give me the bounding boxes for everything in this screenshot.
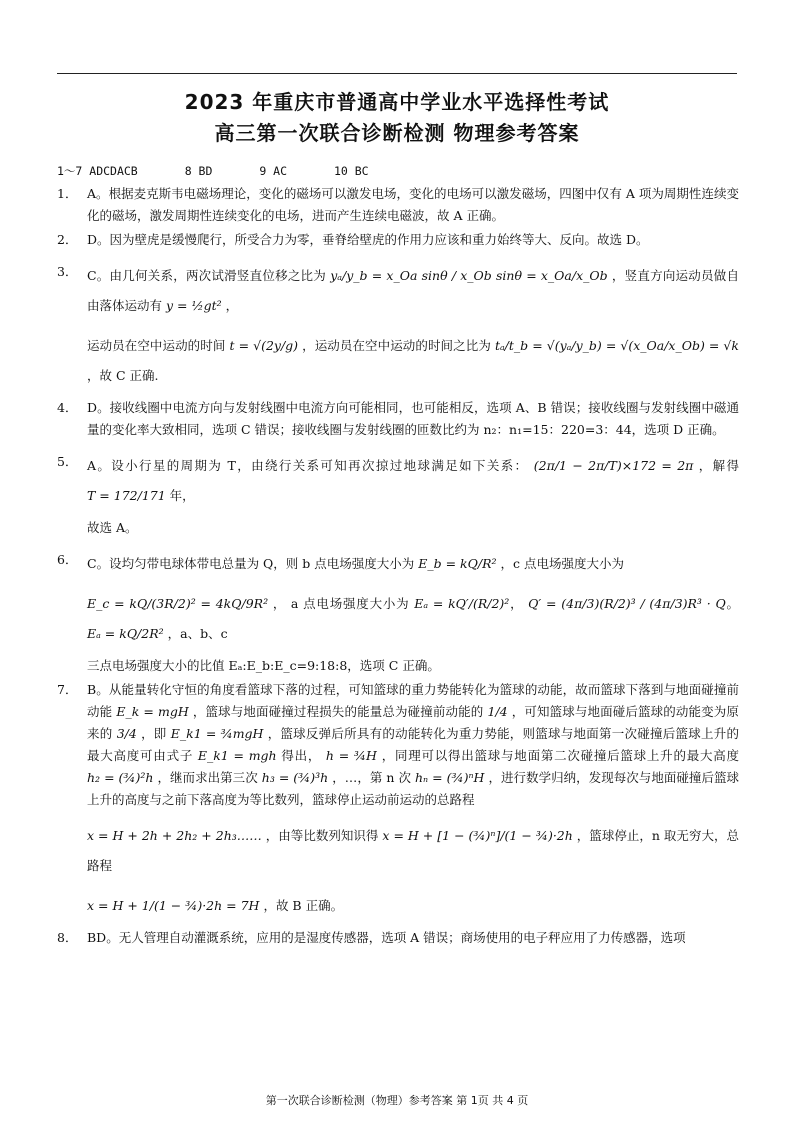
equation: E_c = kQ/(3R/2)² = 4kQ/9R² — [87, 596, 269, 611]
equation: 1/4 — [487, 704, 508, 719]
item-text: ，可知篮球与地面碰后篮球的动能变为原来的 — [87, 704, 739, 741]
answer-item-4 — [57, 397, 739, 441]
equation: h = ¾H — [325, 748, 377, 763]
equation: t = √(2y/g) — [229, 338, 299, 353]
item-number: 5． — [57, 454, 78, 469]
answer-item-7 — [57, 679, 739, 921]
answer-item-8 — [57, 927, 739, 949]
item-text: ， a 点电场强度大小为 — [272, 596, 410, 611]
item-text: ，篮球与地面碰撞过程损失的能量总为碰撞前动能的 — [192, 704, 484, 719]
equation: hₙ = (¾)ⁿH — [415, 770, 485, 785]
item-text: ，a、b、c — [167, 626, 228, 641]
equation: E_b = kQ/R² — [418, 556, 497, 571]
item-text: 三点电场强度大小的比值 Eₐ:E_b:E_c=9:18:8，选项 C 正确。 — [87, 658, 440, 673]
answer-key-8: 8 BD — [184, 164, 213, 178]
item-text: 故选 A。 — [87, 520, 138, 535]
equation: h₂ = (¾)²h — [87, 770, 154, 785]
item-text: A。设小行星的周期为 T，由绕行关系可知再次掠过地球满足如下关系： — [87, 458, 529, 473]
answer-item-3 — [57, 261, 739, 391]
item-text: ，篮球反弹后所具有的动能转化为重力势能，则篮球与地面第一次碰撞后篮球上升的最大高度可由式子 — [87, 726, 739, 763]
item-text: A。根据麦克斯韦电磁场理论，变化的磁场可以激发电场，变化的电场可以激发磁场，四图中仅有 A 项为周期性连续变化的磁场，激发周期性连续变化的电场，进而产生连续电磁波，故 A 正确。 — [87, 186, 739, 223]
item-number: 3． — [57, 264, 78, 279]
item-text: B。从能量转化守恒的角度看篮球下落的过程，可知篮球的重力势能转化为篮球的动能，故而篮球下落到与地面碰撞前动能 — [87, 682, 739, 719]
item-number: 4． — [57, 400, 78, 415]
item-text: ，继而求出第三次 — [157, 770, 258, 785]
item-number: 6． — [57, 552, 78, 567]
equation: h₃ = (¾)³h — [261, 770, 329, 785]
answer-key-10: 10 BC — [333, 164, 369, 178]
answer-item-1 — [57, 183, 739, 227]
page-title: 2023 年重庆市普通高中学业水平选择性考试 — [184, 90, 610, 114]
page-subtitle: 高三第一次联合诊断检测 物理参考答案 — [214, 121, 580, 145]
answer-item-2 — [57, 229, 739, 251]
item-number: 2． — [57, 232, 78, 247]
item-text: C。由几何关系，两次试滑竖直位移之比为 — [87, 268, 327, 283]
item-text: ，进行数学归纳，发现每次与地面碰撞后篮球上升的高度与之前下落高度为等比数列，篮球停止运动前运动的总路程 — [87, 770, 740, 807]
item-text: ，由等比数列知识得 — [265, 828, 379, 843]
item-text: 年， — [169, 488, 195, 503]
item-number: 8． — [57, 930, 78, 945]
item-text: ，故 C 正确. — [87, 368, 159, 383]
answer-item-6: 6． C。设均匀带电球体带电总量为 Q，则 b 点电场强度大小为 E_b = kQ/R² ，c 点电场强度大小为 E_c = kQ/(3R/2)² = 4kQ/9R² ， a 点电场强度大小为 Eₐ = kQ′/(R/2)²， Q′ = (4π/3)(R/2)³ / (4π/3)R³ · Q。 Eₐ = kQ/2R² ，a、b、c 三点电场强度大小的比值 Eₐ:E_b:E_c=9:18:8，选项 C 正确。 — [57, 549, 739, 677]
item-text: 运动员在空中运动的时间 — [87, 338, 226, 353]
item-text: D。因为壁虎是缓慢爬行，所受合力为零，垂脊给壁虎的作用力应该和重力始终等大、反向。故选 D。 — [87, 232, 649, 247]
equation: x = H + 2h + 2h₂ + 2h₃…… — [87, 828, 262, 843]
item-text: ，…，第 n 次 — [332, 770, 411, 785]
equation: yₐ/y_b = x_Oa sinθ / x_Ob sinθ = x_Oa/x_Ob — [330, 268, 608, 283]
equation: Eₐ = kQ′/(R/2)² — [414, 596, 510, 611]
equation: tₐ/t_b = √(yₐ/y_b) = √(x_Oa/x_Ob) = √k — [494, 338, 739, 353]
item-text: ，解得 — [698, 458, 739, 473]
answer-key-1-7: 1～7 ADCDACB — [57, 164, 138, 178]
equation: y = ½gt² — [166, 298, 222, 313]
item-text: ，故 B 正确。 — [263, 898, 344, 913]
item-text: ，同理可以得出篮球与地面第二次碰撞后篮球上升的最大高度 — [381, 748, 739, 763]
item-text: ，运动员在空中运动的时间之比为 — [302, 338, 491, 353]
equation: Eₐ = kQ/2R² — [87, 626, 164, 641]
item-number: 7． — [57, 682, 78, 697]
equation: E_k = mgH — [116, 704, 189, 719]
item-text: ，竖直方向运动员做自由落体运动有 — [87, 268, 739, 313]
item-text: BD。无人管理自动灌溉系统，应用的是湿度传感器，选项 A 错误；商场使用的电子秤应用了力传感器，选项 — [87, 930, 686, 945]
page-footer: 第一次联合诊断检测（物理）参考答案 第 1页 共 4 页 — [265, 1094, 529, 1107]
item-text: ， — [225, 298, 239, 313]
equation: T = 172/171 — [87, 488, 166, 503]
equation: Q′ = (4π/3)(R/2)³ / (4π/3)R³ · Q — [528, 596, 726, 611]
equation: x = H + 1/(1 − ¾)·2h = 7H — [87, 898, 260, 913]
equation: 3/4 — [116, 726, 137, 741]
item-text: 得出， — [281, 748, 322, 763]
answer-key — [57, 160, 739, 182]
answer-content — [57, 160, 739, 951]
header-rule — [57, 73, 737, 74]
answer-item-5 — [57, 451, 739, 539]
equation: E_k1 = mgh — [197, 748, 277, 763]
equation: (2π/1 − 2π/T)×172 = 2π — [533, 458, 694, 473]
item-text: C。设均匀带电球体带电总量为 Q，则 b 点电场强度大小为 — [87, 556, 415, 571]
equation: E_k1 = ¾mgH — [170, 726, 264, 741]
item-text: ，即 — [141, 726, 167, 741]
item-text: D。接收线圈中电流方向与发射线圈中电流方向可能相同，也可能相反，选项 A、B 错误；接收线圈与发射线圈中磁通量的变化率大致相同，选项 C 错误；接收线圈与发射线圈的匝数比约为 n₂：n₁=15：220=3：44，选项 D 正确。 — [87, 400, 739, 437]
equation: x = H + [1 − (¾)ⁿ]/(1 − ¾)·2h — [382, 828, 573, 843]
item-number: 1． — [57, 186, 78, 201]
answer-key-9: 9 AC — [259, 164, 288, 178]
item-text: ，c 点电场强度大小为 — [500, 556, 624, 571]
item-text: ，篮球停止，n 取无穷大，总路程 — [87, 828, 739, 873]
